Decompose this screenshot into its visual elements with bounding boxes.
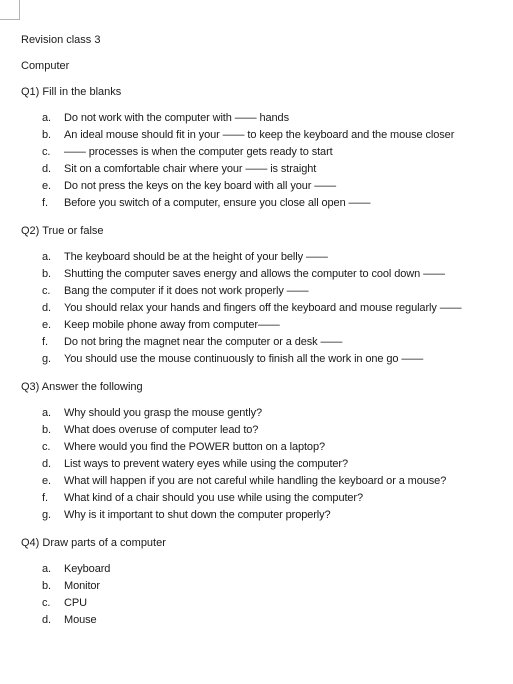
list-item-text: Sit on a comfortable chair where your —— is straight: [64, 163, 317, 175]
list-item: [21, 144, 511, 161]
list-marker: a.: [42, 563, 51, 575]
question-heading-q3: Q3) Answer the following: [21, 381, 143, 393]
list-item: [21, 561, 511, 578]
list-marker: c.: [42, 597, 51, 609]
list-item-text: What will happen if you are not careful while handling the keyboard or a mouse?: [64, 475, 447, 487]
list-item-text: An ideal mouse should fit in your —— to keep the keyboard and the mouse closer: [64, 129, 455, 141]
document-title: Revision class 3: [21, 34, 101, 46]
list-marker: d.: [42, 458, 51, 470]
list-marker: f.: [42, 336, 48, 348]
list-item-text: The keyboard should be at the height of your belly ——: [64, 251, 328, 263]
list-marker: b.: [42, 424, 51, 436]
list-item-text: Do not work with the computer with —— hands: [64, 112, 289, 124]
list-item-text: What kind of a chair should you use while using the computer?: [64, 492, 364, 504]
page-corner-mark: [0, 0, 20, 20]
list-marker: b.: [42, 580, 51, 592]
list-item: [21, 612, 511, 629]
list-item: [21, 422, 511, 439]
list-item: [21, 178, 511, 195]
list-item-text: Bang the computer if it does not work properly ——: [64, 285, 309, 297]
list-marker: b.: [42, 268, 51, 280]
list-marker: a.: [42, 251, 51, 263]
list-item: [21, 300, 511, 317]
list-marker: b.: [42, 129, 51, 141]
list-item-text: Monitor: [64, 580, 100, 592]
list-marker: c.: [42, 285, 51, 297]
list-item-text: You should relax your hands and fingers off the keyboard and mouse regularly ——: [64, 302, 462, 314]
document-subject: Computer: [21, 60, 70, 72]
list-item-text: Shutting the computer saves energy and allows the computer to cool down ——: [64, 268, 445, 280]
list-item: [21, 351, 511, 368]
list-marker: d.: [42, 302, 51, 314]
list-marker: a.: [42, 112, 51, 124]
list-item: [21, 317, 511, 334]
list-item: [21, 578, 511, 595]
list-item: [21, 334, 511, 351]
list-item: [21, 456, 511, 473]
list-marker: d.: [42, 163, 51, 175]
q2-list: [21, 249, 511, 368]
list-marker: f.: [42, 492, 48, 504]
list-marker: e.: [42, 475, 51, 487]
list-item-text: Do not press the keys on the key board with all your ——: [64, 180, 337, 192]
list-marker: e.: [42, 319, 51, 331]
list-item: [21, 473, 511, 490]
list-item-text: Mouse: [64, 614, 97, 626]
list-item: [21, 266, 511, 283]
list-item-text: Why is it important to shut down the computer properly?: [64, 509, 331, 521]
list-item-text: Where would you find the POWER button on a laptop?: [64, 441, 325, 453]
list-item: [21, 283, 511, 300]
list-item-text: Keyboard: [64, 563, 111, 575]
list-item: [21, 405, 511, 422]
list-item-text: What does overuse of computer lead to?: [64, 424, 259, 436]
list-item: [21, 595, 511, 612]
list-item: [21, 195, 511, 212]
list-marker: e.: [42, 180, 51, 192]
list-item-text: Why should you grasp the mouse gently?: [64, 407, 262, 419]
list-marker: d.: [42, 614, 51, 626]
q4-list: [21, 561, 511, 629]
list-item-text: You should use the mouse continuously to finish all the work in one go ——: [64, 353, 424, 365]
list-item: [21, 439, 511, 456]
list-marker: g.: [42, 509, 51, 521]
list-item-text: List ways to prevent watery eyes while using the computer?: [64, 458, 349, 470]
q3-list: [21, 405, 511, 524]
list-marker: c.: [42, 441, 51, 453]
question-heading-q2: Q2) True or false: [21, 225, 104, 237]
list-item: [21, 127, 511, 144]
question-heading-q4: Q4) Draw parts of a computer: [21, 537, 166, 549]
list-item-text: Before you switch of a computer, ensure you close all open ——: [64, 197, 371, 209]
list-item-text: Do not bring the magnet near the computer or a desk ——: [64, 336, 343, 348]
list-item-text: Keep mobile phone away from computer——: [64, 319, 280, 331]
list-item: [21, 249, 511, 266]
list-item-text: CPU: [64, 597, 87, 609]
list-item: [21, 110, 511, 127]
list-marker: f.: [42, 197, 48, 209]
question-heading-q1: Q1) Fill in the blanks: [21, 86, 122, 98]
list-marker: g.: [42, 353, 51, 365]
list-item: [21, 490, 511, 507]
list-marker: a.: [42, 407, 51, 419]
list-marker: c.: [42, 146, 51, 158]
list-item: [21, 507, 511, 524]
list-item-text: —— processes is when the computer gets ready to start: [64, 146, 333, 158]
document-page: [21, 33, 511, 641]
list-item: [21, 161, 511, 178]
q1-list: [21, 110, 511, 212]
